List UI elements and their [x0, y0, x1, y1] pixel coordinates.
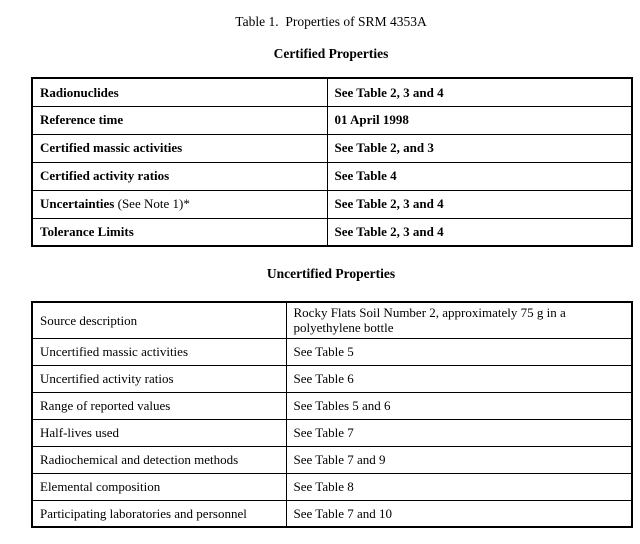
property-label: Certified activity ratios	[40, 168, 170, 184]
table-row	[32, 392, 632, 419]
property-value-cell: See Table 7	[286, 419, 632, 446]
table-row	[32, 162, 632, 190]
property-label-cell	[32, 162, 327, 190]
table-row	[32, 365, 632, 392]
property-value-cell: See Table 6	[286, 365, 632, 392]
property-value-cell: Rocky Flats Soil Number 2, approximately 75 g in a polyethylene bottle	[286, 302, 632, 338]
property-value-cell: See Tables 5 and 6	[286, 392, 632, 419]
property-value-cell: See Table 2, 3 and 4	[327, 190, 632, 218]
property-value-cell: See Table 7 and 9	[286, 446, 632, 473]
table-row	[32, 218, 632, 246]
property-label: Tolerance Limits	[40, 224, 134, 240]
property-value-cell: See Table 8	[286, 473, 632, 500]
property-label: Reference time	[40, 112, 124, 128]
property-label-cell: Participating laboratories and personnel	[32, 500, 286, 527]
property-label-cell: Source description	[32, 302, 286, 338]
table-row	[32, 419, 632, 446]
property-label-cell: Elemental composition	[32, 473, 286, 500]
property-label-cell	[32, 134, 327, 162]
property-label-cell	[32, 106, 327, 134]
table-row	[32, 473, 632, 500]
property-label-cell	[32, 78, 327, 106]
property-label-cell: Uncertified activity ratios	[32, 365, 286, 392]
certified-properties-heading: Certified Properties	[273, 46, 389, 61]
table-row	[32, 446, 632, 473]
property-label-cell: Radiochemical and detection methods	[32, 446, 286, 473]
property-label-cell	[32, 218, 327, 246]
uncertified-properties-table	[31, 301, 633, 528]
property-label: Radionuclides	[40, 84, 119, 100]
table-row	[32, 190, 632, 218]
certified-properties-table	[31, 77, 633, 247]
property-label-cell: Uncertified massic activities	[32, 338, 286, 365]
table-row	[32, 302, 632, 338]
table-row	[32, 78, 632, 106]
property-label-cell: Half-lives used	[32, 419, 286, 446]
property-value-cell: See Table 7 and 10	[286, 500, 632, 527]
property-label-cell	[32, 190, 327, 218]
uncertified-properties-heading: Uncertified Properties	[266, 266, 396, 281]
property-value-cell: See Table 5	[286, 338, 632, 365]
table-row	[32, 338, 632, 365]
property-label: Certified massic activities	[40, 140, 183, 156]
property-value-cell: See Table 4	[327, 162, 632, 190]
property-value-cell: 01 April 1998	[327, 106, 632, 134]
property-label: Uncertainties	[40, 196, 115, 212]
table-row	[32, 134, 632, 162]
table-row	[32, 500, 632, 527]
property-value-cell: See Table 2, 3 and 4	[327, 78, 632, 106]
property-value-cell: See Table 2, and 3	[327, 134, 632, 162]
document-title: Table 1. Properties of SRM 4353A	[235, 14, 427, 29]
property-label-note: (See Note 1)*	[114, 196, 190, 212]
property-value-cell: See Table 2, 3 and 4	[327, 218, 632, 246]
property-label-cell: Range of reported values	[32, 392, 286, 419]
table-row	[32, 106, 632, 134]
